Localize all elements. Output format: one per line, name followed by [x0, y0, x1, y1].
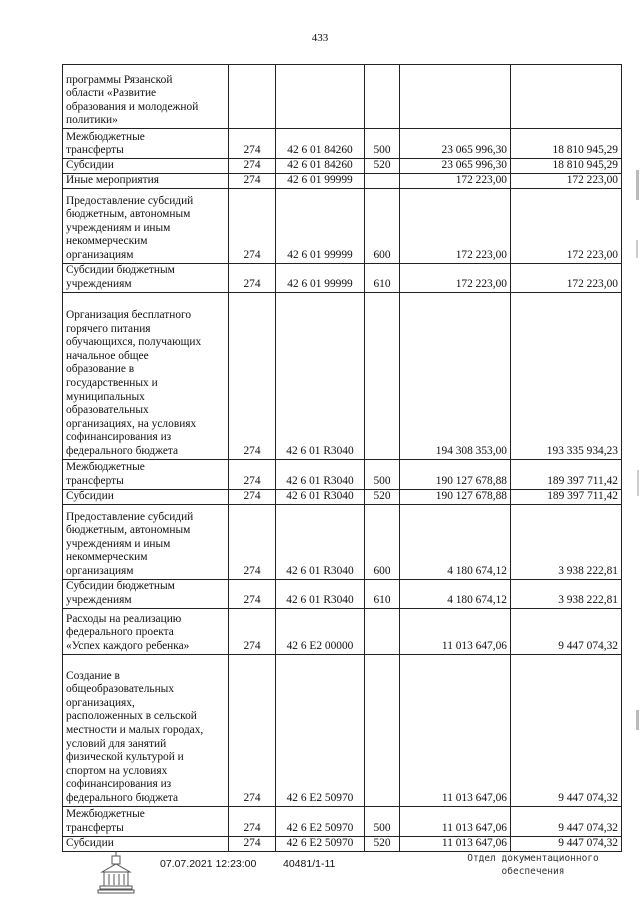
gr-cell: 274 [229, 292, 276, 459]
department-stamp [458, 852, 608, 878]
table-row [63, 608, 622, 654]
csr-cell: 42 6 01 84260 [276, 129, 365, 159]
table-row [63, 654, 622, 806]
gr-cell: 274 [229, 263, 276, 292]
name-cell [63, 173, 229, 188]
document-number: 40481/1-11 [283, 858, 336, 870]
gr-cell: 274 [229, 654, 276, 806]
vr-cell: 520 [365, 489, 400, 504]
name-line: Межбюджетные [66, 461, 145, 474]
csr-cell: 42 6 01 84260 [276, 159, 365, 174]
sum-plan-cell: 172 223,00 [400, 173, 511, 188]
sum-exec-cell: 172 223,00 [511, 263, 622, 292]
name-line: горячего питания [66, 322, 151, 335]
name-line: Субсидии [66, 837, 114, 849]
vr-cell [365, 292, 400, 459]
csr-cell: 42 6 01 R3040 [276, 292, 365, 459]
name-line: учреждениям [66, 594, 132, 606]
name-line: учреждениям [66, 278, 132, 290]
sum-exec-cell: 9 447 074,32 [511, 654, 622, 806]
name-line: Создание в [66, 669, 120, 682]
name-line: Предоставление субсидий [66, 510, 194, 523]
gr-cell: 274 [229, 836, 276, 851]
table-row [63, 489, 622, 504]
csr-cell: 42 6 E2 50970 [276, 806, 365, 836]
name-line: федерального бюджета [66, 445, 179, 457]
name-line: начальное общее [66, 349, 149, 362]
name-line: учреждениям и иным [66, 537, 171, 550]
table-row [63, 188, 622, 263]
csr-cell [276, 65, 365, 129]
name-line: местности и малых городах, [66, 724, 204, 737]
name-line: Межбюджетные [66, 808, 145, 821]
department-stamp-line: Отдел документационного [467, 853, 599, 864]
name-line: Предоставление субсидий [66, 194, 194, 207]
name-line: трансферты [66, 822, 124, 834]
table-row [63, 504, 622, 579]
sum-plan-cell: 4 180 674,12 [400, 504, 511, 579]
name-line: трансферты [66, 144, 124, 157]
name-line: Субсидии бюджетным [66, 264, 175, 277]
name-line: организациям [66, 565, 134, 577]
csr-cell: 42 6 E2 50970 [276, 654, 365, 806]
name-cell [63, 654, 229, 806]
gr-cell [229, 65, 276, 129]
name-cell [63, 188, 229, 263]
budget-table-body [63, 65, 622, 852]
name-line: условий для занятий [66, 737, 167, 750]
name-line: образование в [66, 363, 135, 376]
name-line: бюджетным, автономным [66, 524, 191, 537]
name-line: организациям [66, 249, 134, 261]
emblem-stamp-icon [96, 852, 136, 896]
sum-plan-cell: 23 065 996,30 [400, 129, 511, 159]
vr-cell [365, 173, 400, 188]
name-line: федерального бюджета [66, 792, 179, 804]
name-line: образования и молодежной [66, 100, 199, 113]
csr-cell: 42 6 01 R3040 [276, 489, 365, 504]
budget-table [62, 64, 622, 852]
vr-cell [365, 65, 400, 129]
csr-cell: 42 6 01 99999 [276, 263, 365, 292]
name-line: обучающихся, получающих [66, 336, 202, 349]
name-line: «Успех каждого ребенка» [66, 640, 190, 652]
name-line: Расходы на реализацию [66, 612, 182, 625]
vr-cell [365, 608, 400, 654]
name-line: Субсидии [66, 490, 114, 502]
csr-cell: 42 6 01 99999 [276, 188, 365, 263]
sum-plan-cell: 194 308 353,00 [400, 292, 511, 459]
vr-cell: 500 [365, 806, 400, 836]
page-footer [0, 852, 640, 902]
csr-cell: 42 6 01 R3040 [276, 459, 365, 489]
table-row [63, 173, 622, 188]
sum-exec-cell [511, 65, 622, 129]
sum-exec-cell: 3 938 222,81 [511, 579, 622, 608]
name-cell [63, 263, 229, 292]
sum-exec-cell: 9 447 074,32 [511, 836, 622, 851]
gr-cell: 274 [229, 159, 276, 174]
scan-edge-marks [634, 150, 640, 850]
name-cell [63, 806, 229, 836]
sum-plan-cell: 11 013 647,06 [400, 608, 511, 654]
table-row [63, 579, 622, 608]
name-cell [63, 489, 229, 504]
name-line: организациях, [66, 696, 135, 709]
name-line: программы Рязанской [66, 73, 173, 86]
name-cell [63, 459, 229, 489]
name-line: Субсидии [66, 159, 114, 171]
sum-plan-cell: 11 013 647,06 [400, 836, 511, 851]
name-line: федерального проекта [66, 626, 174, 639]
sum-plan-cell: 190 127 678,88 [400, 489, 511, 504]
gr-cell: 274 [229, 504, 276, 579]
sum-exec-cell: 9 447 074,32 [511, 608, 622, 654]
name-line: спортом на условиях [66, 764, 168, 777]
sum-exec-cell: 9 447 074,32 [511, 806, 622, 836]
name-line: организациях, на условиях [66, 417, 197, 430]
csr-cell: 42 6 01 R3040 [276, 504, 365, 579]
sum-exec-cell: 18 810 945,29 [511, 129, 622, 159]
table-row [63, 292, 622, 459]
gr-cell: 274 [229, 806, 276, 836]
name-line: софинансирования из [66, 431, 172, 444]
name-cell [63, 159, 229, 174]
name-cell [63, 292, 229, 459]
table-row [63, 263, 622, 292]
name-line: софинансирования из [66, 778, 172, 791]
name-line: общеобразовательных [66, 683, 175, 696]
name-line: бюджетным, автономным [66, 208, 191, 221]
sum-exec-cell: 172 223,00 [511, 188, 622, 263]
table-row [63, 129, 622, 159]
name-line: расположенных в сельской [66, 710, 197, 723]
print-datetime: 07.07.2021 12:23:00 [160, 858, 257, 870]
name-line: учреждениям и иным [66, 221, 171, 234]
name-cell [63, 129, 229, 159]
name-line: государственных и [66, 377, 158, 390]
csr-cell: 42 6 01 R3040 [276, 579, 365, 608]
vr-cell: 520 [365, 159, 400, 174]
csr-cell: 42 6 01 99999 [276, 173, 365, 188]
table-row [63, 65, 622, 129]
table-row [63, 836, 622, 851]
name-cell [63, 65, 229, 129]
gr-cell: 274 [229, 129, 276, 159]
gr-cell: 274 [229, 459, 276, 489]
name-line: муниципальных [66, 390, 145, 403]
vr-cell: 600 [365, 188, 400, 263]
name-cell [63, 579, 229, 608]
vr-cell: 610 [365, 579, 400, 608]
name-line: Организация бесплатного [66, 309, 192, 322]
vr-cell: 500 [365, 129, 400, 159]
sum-exec-cell: 193 335 934,23 [511, 292, 622, 459]
table-row [63, 459, 622, 489]
gr-cell: 274 [229, 489, 276, 504]
sum-plan-cell: 11 013 647,06 [400, 654, 511, 806]
name-cell [63, 836, 229, 851]
page-number: 433 [311, 32, 329, 44]
department-stamp-line: обеспечения [501, 866, 565, 877]
sum-plan-cell: 23 065 996,30 [400, 159, 511, 174]
sum-plan-cell: 172 223,00 [400, 263, 511, 292]
sum-plan-cell [400, 65, 511, 129]
sum-plan-cell: 11 013 647,06 [400, 806, 511, 836]
gr-cell: 274 [229, 579, 276, 608]
vr-cell: 520 [365, 836, 400, 851]
sum-exec-cell: 18 810 945,29 [511, 159, 622, 174]
sum-plan-cell: 172 223,00 [400, 188, 511, 263]
name-line: Межбюджетные [66, 130, 145, 143]
name-cell [63, 608, 229, 654]
name-line: Субсидии бюджетным [66, 580, 175, 593]
name-line: области «Развитие [66, 87, 157, 100]
sum-exec-cell: 172 223,00 [511, 173, 622, 188]
gr-cell: 274 [229, 608, 276, 654]
name-line: физической культурой и [66, 751, 184, 764]
sum-plan-cell: 4 180 674,12 [400, 579, 511, 608]
sum-exec-cell: 189 397 711,42 [511, 459, 622, 489]
table-row [63, 806, 622, 836]
table-row [63, 159, 622, 174]
name-line: политики» [66, 114, 118, 127]
vr-cell: 610 [365, 263, 400, 292]
csr-cell: 42 6 E2 00000 [276, 608, 365, 654]
vr-cell: 600 [365, 504, 400, 579]
name-line: Иные мероприятия [66, 174, 159, 186]
sum-exec-cell: 3 938 222,81 [511, 504, 622, 579]
name-line: образовательных [66, 404, 149, 417]
gr-cell: 274 [229, 188, 276, 263]
vr-cell: 500 [365, 459, 400, 489]
sum-plan-cell: 190 127 678,88 [400, 459, 511, 489]
gr-cell: 274 [229, 173, 276, 188]
name-line: некоммерческим [66, 551, 148, 564]
name-cell [63, 504, 229, 579]
name-line: некоммерческим [66, 235, 148, 248]
name-line: трансферты [66, 475, 124, 487]
vr-cell [365, 654, 400, 806]
sum-exec-cell: 189 397 711,42 [511, 489, 622, 504]
csr-cell: 42 6 E2 50970 [276, 836, 365, 851]
